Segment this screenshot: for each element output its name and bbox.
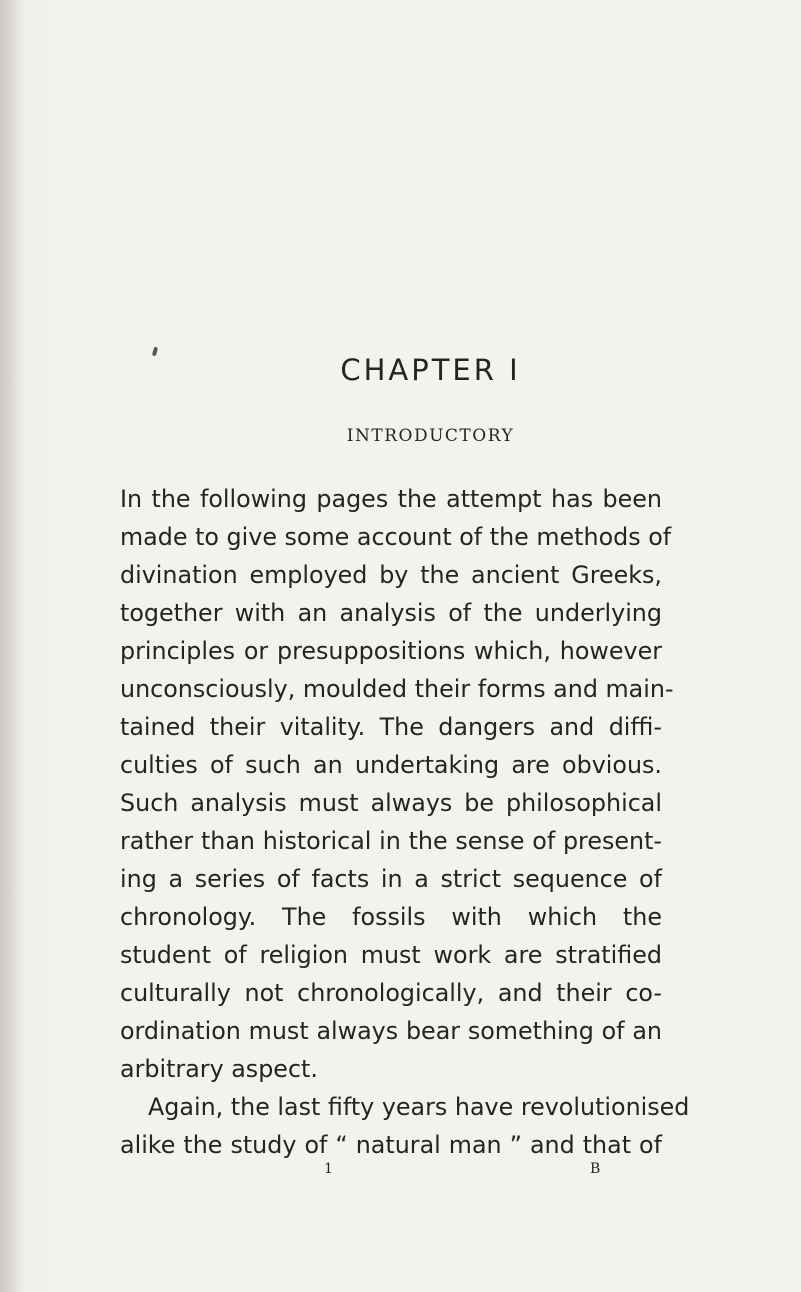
signature-mark: B [590,1161,601,1177]
text-line: arbitrary aspect. [120,1055,318,1083]
text-line: tained their vitality. The dangers and diffi- [120,713,662,741]
page-gutter-shadow [0,0,22,1292]
chapter-heading: CHAPTER I [340,353,521,387]
text-line: culties of such an undertaking are obvious. [120,751,662,779]
text-line: Such analysis must always be philosophical [120,789,662,817]
text-line: made to give some account of the methods of [120,523,672,551]
text-line: rather than historical in the sense of present- [120,827,662,855]
text-line: alike the study of “ natural man ” and that of [120,1131,662,1159]
text-line: Again, the last fifty years have revolutionised [148,1093,690,1121]
text-line: In the following pages the attempt has been [120,485,662,513]
text-line: ordination must always bear something of an [120,1017,662,1045]
page-number: 1 [324,1161,333,1177]
text-line: principles or presuppositions which, however [120,637,662,665]
text-line: ing a series of facts in a strict sequence of [120,865,662,893]
ink-speck [152,347,158,357]
text-line: divination employed by the ancient Greeks, [120,561,662,589]
text-line: together with an analysis of the underlying [120,599,662,627]
text-line: student of religion must work are stratified [120,941,662,969]
text-line: culturally not chronologically, and their co- [120,979,662,1007]
text-line: chronology. The fossils with which the [120,903,662,931]
text-line: unconsciously, moulded their forms and main- [120,675,674,703]
chapter-subtitle: INTRODUCTORY [346,426,515,446]
